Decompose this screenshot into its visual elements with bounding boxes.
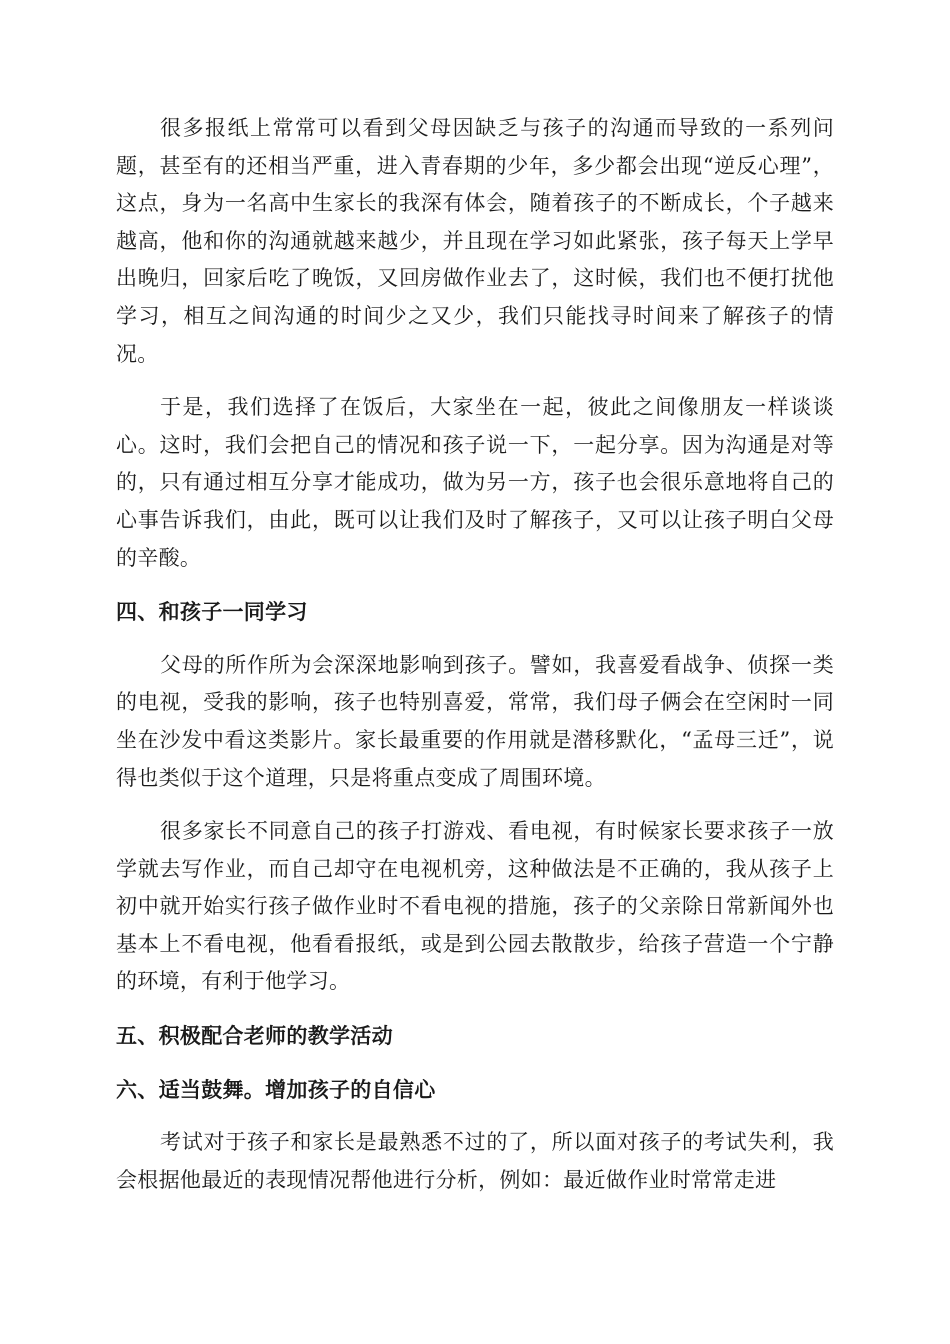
- paragraph-exam-encouragement: 考试对于孩子和家长是最熟悉不过的了，所以面对孩子的考试失利，我会根据他最近的表现情况帮他进行分析，例如：最近做作业时常常走进: [116, 1130, 834, 1192]
- paragraph-spacer: [116, 1001, 834, 1017]
- section-heading-four: 四、和孩子一同学习: [116, 599, 308, 625]
- document-page: [116, 110, 834, 1199]
- paragraph-communication-problem: 很多报纸上常常可以看到父母因缺乏与孩子的沟通而导致的一系列问题，甚至有的还相当严重，进入青春期的少年，多少都会出现“逆反心理”，这点，身为一名高中生家长的我深有体会，随着孩子的不断成长，个子越来越高，他和你的沟通就越来越少，并且现在学习如此紧张，孩子每天上学早出晚归，回家后吃了晚饭，又回房做作业去了，这时候，我们也不便打扰他学习，相互之间沟通的时间少之又少，我们只能找寻时间来了解孩子的情况。: [116, 116, 834, 366]
- paragraph-parents-influence: 父母的所作所为会深深地影响到孩子。譬如，我喜爱看战争、侦探一类的电视，受我的影响，孩子也特别喜爱，常常，我们母子俩会在空闲时一同坐在沙发中看这类影片。家长最重要的作用就是潜移默化，“孟母三迁”，说得也类似于这个道理，只是将重点变成了周围环境。: [116, 652, 834, 790]
- paragraph-spacer: [116, 373, 834, 389]
- heading-spacer: [116, 631, 834, 647]
- section-heading-five: 五、积极配合老师的教学活动: [116, 1023, 393, 1049]
- section-heading-six: 六、适当鼓舞。增加孩子的自信心: [116, 1076, 436, 1102]
- heading-spacer: [116, 1108, 834, 1124]
- paragraph-spacer: [116, 797, 834, 813]
- paragraph-tv-and-homework: 很多家长不同意自己的孩子打游戏、看电视，有时候家长要求孩子一放学就去写作业，而自己却守在电视机旁，这种做法是不正确的，我从孩子上初中就开始实行孩子做作业时不看电视的措施，孩子的父亲除日常新闻外也基本上不看电视，他看看报纸，或是到公园去散散步，给孩子营造一个宁静的环境，有利于他学习。: [116, 819, 834, 994]
- paragraph-share-after-dinner: 于是，我们选择了在饭后，大家坐在一起，彼此之间像朋友一样谈谈心。这时，我们会把自己的情况和孩子说一下，一起分享。因为沟通是对等的，只有通过相互分享才能成功，做为另一方，孩子也会很乐意地将自己的心事告诉我们，由此，既可以让我们及时了解孩子，又可以让孩子明白父母的辛酸。: [116, 395, 834, 570]
- heading-spacer: [116, 1055, 834, 1071]
- paragraph-spacer: [116, 577, 834, 593]
